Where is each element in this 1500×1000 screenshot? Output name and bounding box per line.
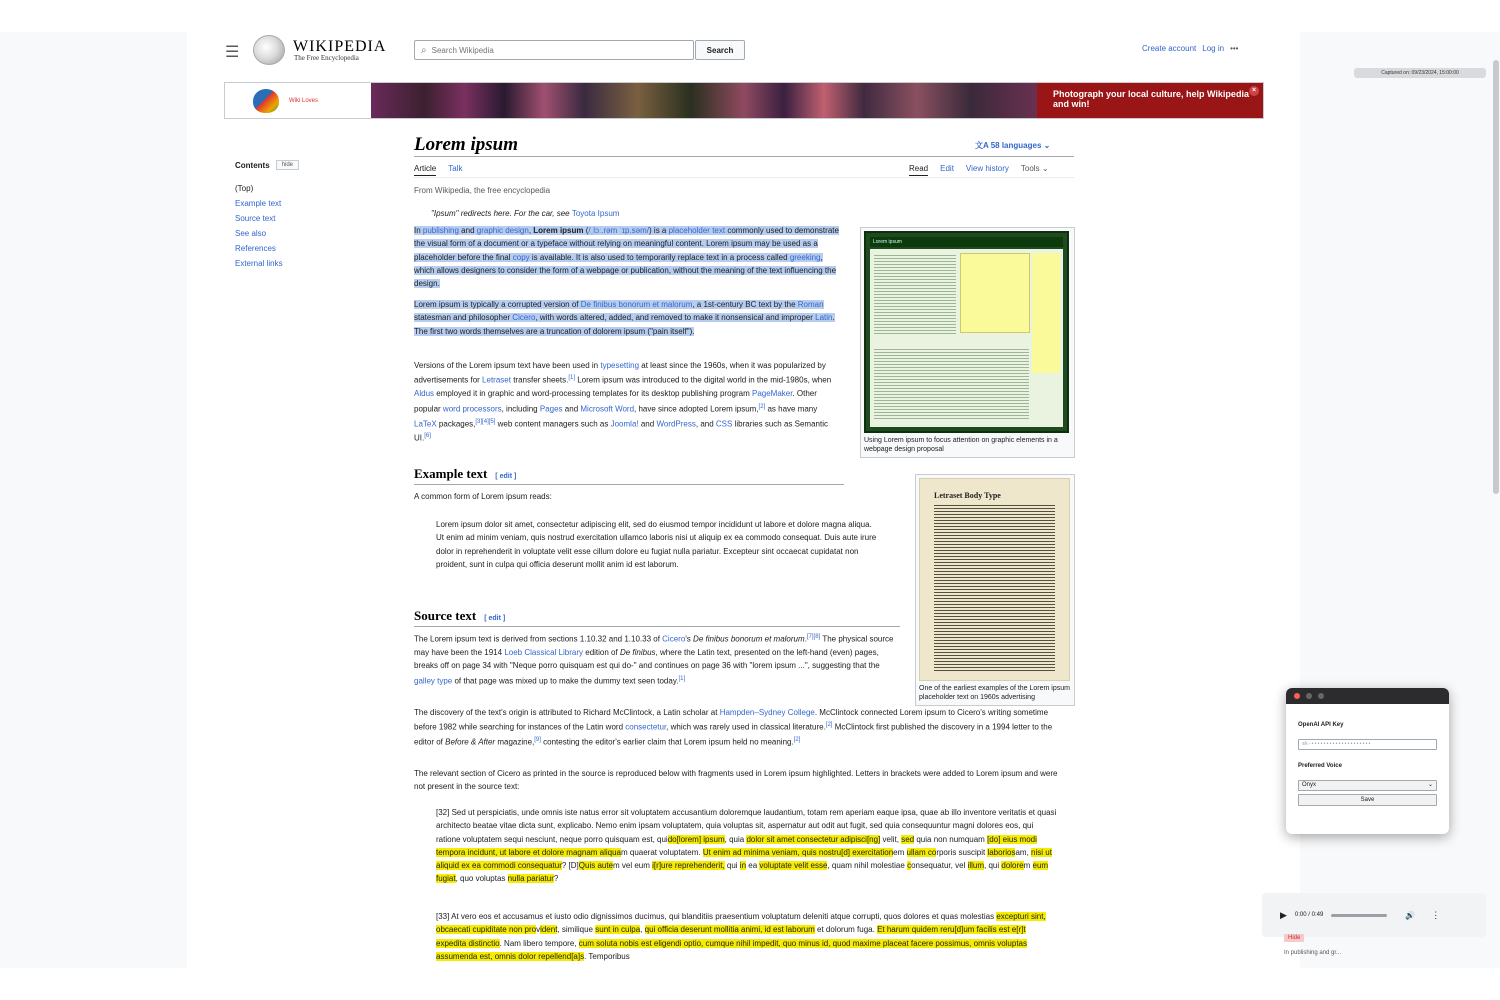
page-title: Lorem ipsum xyxy=(414,134,518,155)
translate-icon: 文A xyxy=(975,141,991,150)
highlight: [do] eius modi tempora incidunt, ut labore et dolore magnam aliqua xyxy=(436,834,1037,857)
italic-title: De finibus bonorum et malorum xyxy=(693,634,805,644)
chevron-down-icon: ⌄ xyxy=(1041,141,1051,150)
text: m xyxy=(1023,861,1031,871)
highlight: Ut enim ad minima veniam, quis nostru[d] exercitation xyxy=(702,847,894,857)
text: McClintock first published the discovery in a 1994 letter to the editor of xyxy=(414,722,1053,747)
paragraph-source-1 xyxy=(414,631,901,688)
highlight: Et harum quidem reru[d]um facilis est e[r]t expedita distinctio xyxy=(436,925,1026,948)
toc-item-references[interactable]: References xyxy=(235,244,276,253)
text: , xyxy=(640,925,643,935)
highlight: laborios xyxy=(987,847,1016,857)
text: edition of xyxy=(585,647,618,657)
view-tabs xyxy=(909,164,1049,176)
more-options-icon[interactable]: ⋮ xyxy=(1431,909,1441,920)
toc-item-source-text[interactable]: Source text xyxy=(235,214,276,223)
text: . Other popular xyxy=(414,389,817,414)
figure-image-header: Lorem ipsum xyxy=(870,237,1063,247)
highlight: sunt in culpa xyxy=(595,925,641,935)
text: onsequatur, vel xyxy=(911,861,966,871)
text: , where the Latin text, presented on the left-hand (even) pages, breaks off on page 34 with "Neque porro quisquam est qui do-" and continues on page 36 with "lorem ipsum ...", suggesting that the xyxy=(414,647,880,671)
voice-label: Preferred Voice xyxy=(1298,763,1342,769)
text: web content managers such as xyxy=(497,419,609,429)
link-loeb[interactable]: Loeb Classical Library xyxy=(504,647,584,657)
title-divider xyxy=(414,156,1074,157)
bold-term: Lorem ipsum xyxy=(533,226,584,235)
text: , including xyxy=(501,404,538,414)
save-button[interactable]: Save xyxy=(1298,794,1437,806)
languages-button[interactable] xyxy=(975,140,1050,151)
text: . Temporibus xyxy=(584,951,630,961)
text: ) is a xyxy=(649,226,667,235)
wikipedia-globe-icon[interactable] xyxy=(253,35,285,65)
text: et dolorum fuga. xyxy=(817,925,875,935)
wikipedia-wordmark[interactable]: WIKIPEDIA xyxy=(293,38,387,55)
text: Versions of the Lorem ipsum text have been used in xyxy=(414,361,599,370)
highlight: i[r]ure reprehenderit, xyxy=(652,861,725,871)
banner-cta-text: Photograph your local culture, help Wikipedia and win! xyxy=(1053,89,1249,109)
link-de-finibus[interactable]: De finibus bonorum et malorum xyxy=(580,300,693,309)
text: velit, xyxy=(882,834,899,844)
citation[interactable]: [2] xyxy=(825,722,833,729)
figure-image-text xyxy=(874,349,1029,421)
heading-source-text xyxy=(414,608,505,624)
toc-item-top[interactable]: (Top) xyxy=(235,184,254,193)
highlight: illum xyxy=(967,861,985,871)
citation[interactable]: [3][4][5] xyxy=(475,418,496,425)
campaign-banner[interactable] xyxy=(224,82,1264,119)
text: statesman and philosopher xyxy=(414,313,511,323)
link-css[interactable]: CSS xyxy=(715,419,733,429)
text: commonly used to demonstrate the visual form of a document or a typeface without relying on meaningful content. Lorem ipsum may be used as a placeholder before the final xyxy=(414,226,839,262)
volume-icon[interactable]: 🔊 xyxy=(1405,910,1416,920)
link-copy[interactable]: copy xyxy=(512,252,530,262)
example-quote: Lorem ipsum dolor sit amet, consectetur adipiscing elit, sed do eiusmod tempor incididunt ut labore et dolore magna aliqua. Ut enim ad minim veniam, quis nostrud exercitation ullamco laboris nisi ut aliquip ex ea commodo consequat. Duis aute irure dolor in reprehenderit in voluptate velit esse cillum dolore eu fugiat nulla pariatur. Excepteur sint occaecat cupidatat non proident, sunt in culpa qui officia deserunt mollit anim id est laborum. xyxy=(436,520,877,569)
toc-hide-button[interactable]: hide xyxy=(276,160,299,170)
link-microsoft-word[interactable]: Microsoft Word xyxy=(580,404,635,414)
link-latex[interactable]: LaTeX xyxy=(414,419,437,429)
link-greeking[interactable]: greeking xyxy=(789,252,821,262)
text: v xyxy=(536,925,541,935)
citation[interactable]: [1] xyxy=(678,675,686,682)
hatnote-text: "Ipsum" redirects here. For the car, see xyxy=(431,209,570,218)
namespace-tabs xyxy=(414,164,462,176)
figure-image[interactable] xyxy=(864,231,1069,433)
tab-edit[interactable]: Edit xyxy=(940,164,954,173)
figure-image-highlight xyxy=(1032,253,1060,373)
banner-logo xyxy=(225,83,371,118)
citation[interactable]: [2] xyxy=(793,737,801,744)
languages-label: 58 languages xyxy=(990,141,1042,150)
text: rporis suscipit xyxy=(936,847,986,857)
text: ea xyxy=(748,861,758,871)
chevron-down-icon: ⌄ xyxy=(1427,782,1433,788)
highlight: in xyxy=(739,861,747,871)
link-roman[interactable]: Roman xyxy=(797,300,824,309)
wikipedia-tagline: The Free Encyclopedia xyxy=(294,54,359,62)
tab-talk[interactable]: Talk xyxy=(448,164,463,173)
hatnote xyxy=(431,209,619,218)
scrollbar[interactable] xyxy=(1493,60,1499,494)
play-icon[interactable]: ▶ xyxy=(1280,909,1287,920)
highlight: cum soluta nobis est eligendi optio, cumque nihil impedit, quo minus id, quod maxime placeat facere possimus, omnis voluptas assumenda est, omnis dolor repellend[a]s xyxy=(436,938,1027,961)
text: employed it in graphic and word-processing templates for its desktop publishing program xyxy=(436,389,750,399)
italic-title: Before & After xyxy=(445,737,496,747)
text: The physical source may have been the 1914 xyxy=(414,634,894,657)
search-icon: ⌕ xyxy=(421,44,427,56)
text: am, xyxy=(1015,847,1029,857)
paragraph-intro xyxy=(414,224,839,290)
link-typesetting[interactable]: typesetting xyxy=(600,361,640,370)
toc-title: Contents xyxy=(235,160,270,170)
search-input[interactable] xyxy=(432,46,672,55)
voice-select-value: Onyx xyxy=(1302,782,1317,788)
section-divider xyxy=(414,484,844,485)
toc-item-example-text[interactable]: Example text xyxy=(235,199,282,208)
highlight: eum fugiat xyxy=(436,861,1049,884)
api-key-input[interactable]: sk-•••••••••••••••••••• xyxy=(1298,739,1437,750)
highlight: nisi ut aliquid ex ea commodi consequatur xyxy=(436,847,1052,871)
link-hampden-sydney[interactable]: Hampden–Sydney College xyxy=(719,708,815,717)
tabs-divider xyxy=(414,177,1074,178)
figure-letraset xyxy=(915,474,1075,706)
banner-cta[interactable] xyxy=(1037,83,1263,118)
section-divider xyxy=(414,626,900,627)
audio-time: 0:00 / 0:49 xyxy=(1294,912,1324,918)
toc-item-external-links[interactable]: External links xyxy=(235,259,283,268)
figure-caption: Using Lorem ipsum to focus attention on graphic elements in a webpage design proposal xyxy=(864,437,1058,453)
text: m vel eum xyxy=(613,861,650,871)
highlight: voluptate velit esse xyxy=(759,861,828,871)
example-intro: A common form of Lorem ipsum reads: xyxy=(414,492,552,501)
wikipedia-page xyxy=(187,32,1300,968)
chevron-down-icon: ⌄ xyxy=(1041,164,1049,173)
highlight: sed xyxy=(901,834,915,844)
heading-label: Example text xyxy=(414,466,488,481)
api-key-label: OpenAI API Key xyxy=(1298,722,1344,728)
text: of that page was mixed up to make the dummy text seen today. xyxy=(454,676,679,686)
quote-section-33 xyxy=(436,910,1058,963)
citation[interactable]: [6] xyxy=(424,433,431,440)
more-options-icon[interactable]: ••• xyxy=(1230,44,1239,53)
link-graphic-design[interactable]: graphic design xyxy=(476,226,529,235)
highlight: dolore xyxy=(1001,861,1024,871)
italic-title: De finibus xyxy=(619,647,656,657)
citation[interactable]: [9] xyxy=(534,737,541,744)
link-pronunciation[interactable]: /ˌlɔː.rəm ˈɪp.səm/ xyxy=(588,226,650,235)
citation[interactable]: [1] xyxy=(568,375,575,382)
text: transfer sheets. xyxy=(513,375,569,385)
minimize-window-icon[interactable] xyxy=(1306,693,1312,699)
highlight: Quis aute xyxy=(578,861,614,871)
citation[interactable]: [2] xyxy=(758,403,766,410)
text: libraries such as Semantic UI. xyxy=(414,419,828,444)
text: contesting the editor's earlier claim that Lorem ipsum held no meaning. xyxy=(543,737,794,747)
figure-image-body xyxy=(870,249,1063,427)
voice-select[interactable] xyxy=(1298,780,1437,791)
text: and xyxy=(461,226,475,235)
audio-source-text: In publishing and gr... xyxy=(1284,950,1342,956)
account-links xyxy=(1142,44,1238,53)
text: , quia xyxy=(724,834,745,844)
popup-body xyxy=(1286,704,1449,806)
paragraph-source-3: The relevant section of Cicero as printed in the source is reproduced below with fragments used in Lorem ipsum highlighted. Letters in brackets were added to Lorem ipsum and were not present in the source text: xyxy=(414,769,1058,792)
highlight: do[lorem] ipsum xyxy=(667,834,725,844)
edit-section-link[interactable]: [ edit ] xyxy=(484,615,506,622)
banner-close-icon[interactable]: × xyxy=(1249,86,1259,96)
link-letraset[interactable]: Letraset xyxy=(482,375,511,385)
toc-item-see-also[interactable]: See also xyxy=(235,229,267,238)
text: ? [D] xyxy=(561,861,579,871)
log-in-link[interactable]: Log in xyxy=(1202,44,1225,53)
paragraph-origin xyxy=(414,298,839,338)
text: , quam nihil molestiae xyxy=(827,861,905,871)
text: , which allows designers to consider the form of a webpage or publication, without the meaning of the text influencing the design. xyxy=(414,252,837,289)
close-window-icon[interactable] xyxy=(1294,693,1300,699)
link-joomla[interactable]: Joomla! xyxy=(610,419,639,429)
text: at least since the 1960s, when it was popularized by advertisements for xyxy=(414,361,826,385)
text: ? xyxy=(553,874,559,884)
text: , and xyxy=(695,419,714,429)
text: , have since adopted Lorem ipsum, xyxy=(634,404,759,414)
search-button[interactable]: Search xyxy=(695,40,745,60)
highlight: excepturi sint, obcaecati cupiditate non pro xyxy=(436,912,1046,935)
left-gutter xyxy=(0,32,187,968)
highlight: qui officia deserunt mollitia animi, id est laborum xyxy=(644,925,815,935)
highlight: ullam co xyxy=(906,847,937,857)
wiki-loves-heart-icon xyxy=(253,89,279,113)
audio-player xyxy=(1262,893,1486,937)
create-account-link[interactable]: Create account xyxy=(1142,44,1197,53)
link-cicero[interactable]: Cicero xyxy=(662,634,686,644)
citation[interactable]: [7][8] xyxy=(806,634,821,640)
text: . The first two words themselves are a truncation of dolorem ipsum ("pain itself"). xyxy=(414,313,835,336)
text: [32] Sed ut perspiciatis, unde omnis iste natus error sit voluptatem accusantium doloremque laudantium, totam rem aperiam eaque ipsa, quae ab illo inventore veritatis et quasi architecto beatae vitae dicta sunt, explicabo. Nemo enim ipsam voluptatem, quia voluptas sit, aspernatur aut odit aut fugit, sed quia consequuntur magni dolores eos, qui ratione voluptatem sequi nesciunt, neque porro quisquam est, qui xyxy=(436,808,1057,844)
text: ( xyxy=(583,226,589,235)
text: , xyxy=(528,226,534,235)
maximize-window-icon[interactable] xyxy=(1318,693,1324,699)
popup-titlebar xyxy=(1286,688,1449,704)
heading-label: Source text xyxy=(414,608,477,623)
text: The discovery of the text's origin is attributed to Richard McClintock, a Latin scholar at xyxy=(414,708,718,717)
highlight: nulla pariatur xyxy=(507,874,554,884)
figure-image[interactable] xyxy=(919,478,1070,681)
hide-tag[interactable]: Hide xyxy=(1284,934,1304,942)
text: Lorem ipsum is typically a corrupted version of xyxy=(414,300,579,309)
text: magazine, xyxy=(497,737,535,747)
site-subtitle: From Wikipedia, the free encyclopedia xyxy=(414,186,551,195)
banner-photo-strip xyxy=(371,83,1037,118)
text: quia non numquam xyxy=(916,834,985,844)
link-placeholder-text[interactable]: placeholder text xyxy=(668,226,726,235)
link-consectetur[interactable]: consectetur xyxy=(625,722,667,732)
text: In xyxy=(414,226,421,235)
toc-header xyxy=(235,160,385,170)
paragraph-source-2 xyxy=(414,706,1059,749)
text: as have many xyxy=(767,404,818,414)
figure-webpage-design xyxy=(860,227,1075,458)
tab-article[interactable]: Article xyxy=(414,164,436,176)
tools-label: Tools xyxy=(1020,164,1040,173)
capture-timestamp: Captured on: 09/23/2024, 15:00:00 xyxy=(1354,68,1486,78)
paragraph-history xyxy=(414,359,839,445)
text: The Lorem ipsum text is derived from sections 1.10.32 and 1.10.33 of xyxy=(414,634,660,644)
tab-read[interactable]: Read xyxy=(909,164,928,176)
highlight: c xyxy=(907,861,912,871)
text: and xyxy=(564,404,579,414)
text: , quo voluptas xyxy=(455,874,506,884)
link-pages[interactable]: Pages xyxy=(539,404,563,414)
figure-image-text xyxy=(934,505,1055,673)
link-galley-type[interactable]: galley type xyxy=(414,676,453,686)
link-wordpress[interactable]: WordPress xyxy=(656,419,696,429)
edit-label: edit xyxy=(499,473,513,480)
text: 's xyxy=(685,634,691,644)
text: , with words altered, added, and removed to make it nonsensical and improper xyxy=(535,313,813,323)
highlight: dolor sit amet consectetur adipisci[ng] xyxy=(746,834,881,844)
link-pagemaker[interactable]: PageMaker xyxy=(751,389,793,399)
link-publishing[interactable]: publishing xyxy=(422,226,459,235)
figure-caption: One of the earliest examples of the Lorem ipsum placeholder text on 1960s advertising xyxy=(919,685,1070,701)
link-aldus[interactable]: Aldus xyxy=(414,389,435,399)
tab-tools[interactable] xyxy=(1021,164,1049,176)
text: em xyxy=(893,847,905,857)
figure-image-title: Letraset Body Type xyxy=(934,491,1001,500)
text: , similique xyxy=(557,925,594,935)
text: qui xyxy=(726,861,738,871)
banner-logo-label: Wiki Loves xyxy=(289,97,319,104)
heading-example-text xyxy=(414,466,516,482)
text: . xyxy=(804,634,807,644)
text: is available. It is also used to temporarily replace text in a process called xyxy=(531,252,788,262)
figure-image-highlight xyxy=(960,253,1030,333)
tts-settings-popup xyxy=(1286,688,1449,834)
link-word-processors[interactable]: word processors xyxy=(442,404,502,414)
text: , qui xyxy=(984,861,1000,871)
text: . Nam libero tempore, xyxy=(499,938,577,948)
figure-image-text xyxy=(874,255,956,335)
audio-progress-track[interactable] xyxy=(1331,914,1387,917)
text: . McClintock connected Lorem ipsum to Cicero's writing sometime before 1982 while searching for instances of the Latin word xyxy=(414,708,1049,732)
text: [33] At vero eos et accusamus et iusto odio dignissimos ducimus, qui blanditiis praesentium voluptatum deleniti atque corrupti, quos dolores et quas molestias xyxy=(436,912,995,921)
hatnote-link[interactable]: Toyota Ipsum xyxy=(571,209,620,218)
table-of-contents xyxy=(235,160,385,274)
link-latin[interactable]: Latin xyxy=(815,313,833,323)
main-menu-icon[interactable]: ☰ xyxy=(225,44,240,61)
highlight: ident xyxy=(540,925,558,935)
text: Lorem ipsum was introduced to the digital world in the mid-1980s, when xyxy=(577,375,832,385)
search-box[interactable] xyxy=(414,40,694,60)
edit-label: edit xyxy=(488,615,501,622)
text: , which was rarely used in classical literature. xyxy=(666,722,826,732)
link-cicero[interactable]: Cicero xyxy=(512,313,536,323)
text: , a 1st-century BC text by the xyxy=(692,300,796,309)
text: and xyxy=(640,419,655,429)
tab-view-history[interactable]: View history xyxy=(965,164,1009,173)
text: packages, xyxy=(438,419,476,429)
quote-section-32 xyxy=(436,806,1058,886)
text: m quaerat voluptatem. xyxy=(621,847,701,857)
edit-section-link[interactable]: [ edit ] xyxy=(495,473,517,480)
